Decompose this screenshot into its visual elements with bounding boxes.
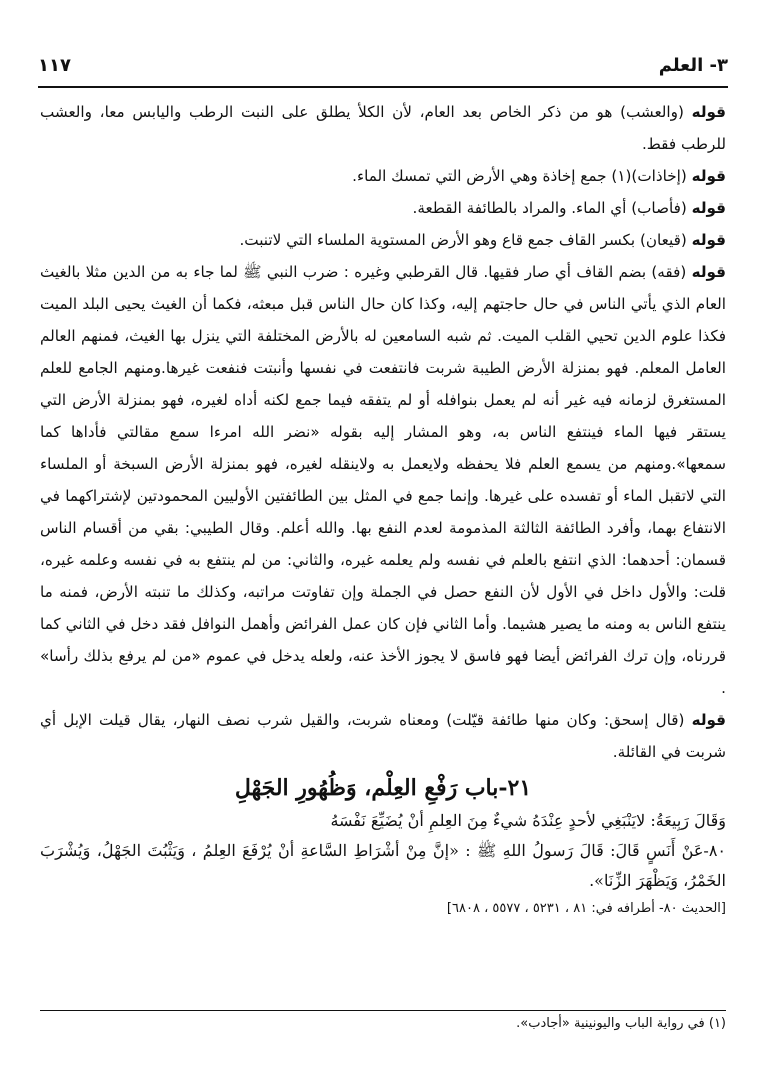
footnote-rule [40, 1010, 726, 1011]
page-body [40, 96, 726, 922]
section-title: ٣- العلم [658, 54, 728, 76]
commentary-text: (إخاذات)(١) جمع إخاذة وهي الأرض التي تمسك الماء. [352, 167, 692, 185]
commentary-paragraph [40, 192, 726, 224]
footnote: (١) في رواية الباب واليونينية «أجادب». [516, 1016, 726, 1031]
chapter-intro: وَقَالَ رَبِيعَةُ: لايَنْبَغِي لأحدٍ عِنْدَهُ شيءٌ مِنَ العِلمِ أنْ يُضَيِّعَ نَفْسَهُ [330, 811, 726, 830]
commentary-text: (قيعان) بكسر القاف جمع قاع وهو الأرض المستوية الملساء التي لاتنبت. [239, 231, 692, 249]
commentary-keyword: قوله [691, 263, 726, 281]
page-number: ١١٧ [38, 54, 71, 76]
commentary-keyword: قوله [691, 103, 726, 121]
chapter-title: ٢١-باب رَفْعِ العِلْم، وَظُهُورِ الجَهْلِ [234, 775, 532, 801]
commentary-paragraph [40, 704, 726, 768]
commentary-keyword: قوله [691, 167, 726, 185]
commentary-text: (والعشب) هو من ذكر الخاص بعد العام، لأن الكلأ يطلق على النبت الرطب واليابس معا، والعشب للرطب فقط. [40, 103, 726, 153]
commentary-text: (فأصاب) أي الماء. والمراد بالطائفة القطعة. [412, 199, 692, 217]
header-rule [38, 86, 728, 88]
commentary-paragraph [40, 96, 726, 160]
commentary-text: (فقه) بضم القاف أي صار فقيها. قال القرطبي وغيره : ضرب النبي ﷺ لما جاء به من الدين مثلا بالغيث العام الذي يأتي الناس في حال حاجتهم إليه، وكذا كان حال الناس قبل مبعثه، فكما أن الغيث يحيى البلد الميت فكذا علوم الدين تحيي القلب الميت. ثم شبه السامعين له بالأرض المختلفة التي ينزل بها الغيث، فمنهم العالم العامل المعلم. فهو بمنزلة الأرض الطيبة شربت فانتفعت في نفسها وأنبتت فنفعت غيرها.ومنهم الجامع للعلم المستغرق لزمانه فيه غير أنه لم يعمل بنوافله أو لم يتفقه فيما جمع لكنه أداه لغيره، فهو بمنزلة الأرض التي يستقر فيها الماء فينتفع الناس به، وهو المشار إليه بقوله «نضر الله امرءا سمع مقالتي فأداها كما سمعها».ومنهم من يسمع العلم فلا يحفظه ولايعمل به ولاينقله لغيره، فهو بمنزلة الأرض السبخة أو الملساء التي لاتقبل الماء أو تفسده على غيرها. وإنما جمع في المثل بين الطائفتين الأوليين المحمودتين لإشتراكهما في الانتفاع بهما، وأفرد الطائفة الثالثة المذمومة لعدم النفع بها. والله أعلم. وقال الطيبي: بقي من أقسام الناس قسمان: أحدهما: الذي انتفع بالعلم في نفسه ولم يعلمه غيره، والثاني: من لم ينتفع به في نفسه وعلمه غيره، قلت: والأول داخل في الأول لأن النفع حصل في الجملة وإن تفاوتت مراتبه، وكذلك ما تنبته الأرض، فمنه ما ينتفع الناس به ومنه ما يصير هشيما. وأما الثاني فإن كان عمل الفرائض وأهمل النوافل فقد دخل في الثاني كما قررناه، وإن ترك الفرائض أيضا فهو فاسق لا يجوز الأخذ عنه، ولعله يدخل في عموم «من لم يرفع بذلك رأسا» . [40, 263, 726, 697]
commentary-keyword: قوله [691, 711, 726, 729]
hadith-references: [الحديث ٨٠- أطرافه في: ٨١ ، ٥٢٣١ ، ٥٥٧٧ ، ٦٨٠٨] [446, 901, 726, 916]
hadith-text: ٨٠-عَنْ أَنَسٍ قَالَ: قَالَ رَسولُ اللهِ ﷺ : «إنَّ مِنْ أشْرَاطِ السَّاعةِ أنْ يُرْفَعَ العِلمُ ، وَيَثْبُتَ الجَهْلُ، وَيُشْرَبَ الخَمْرُ، وَيَظْهَرَ الزِّنَا». [40, 841, 726, 890]
commentary-paragraph [40, 160, 726, 192]
commentary-paragraph [40, 256, 726, 704]
commentary-paragraph [40, 224, 726, 256]
commentary-text: (قال إسحق: وكان منها طائفة قيّلت) ومعناه شربت، والقيل شرب نصف النهار، يقال قيلت الإبل أي شربت في القائلة. [40, 711, 726, 761]
page-header [38, 54, 728, 76]
commentary-keyword: قوله [691, 231, 726, 249]
commentary-keyword: قوله [691, 199, 726, 217]
